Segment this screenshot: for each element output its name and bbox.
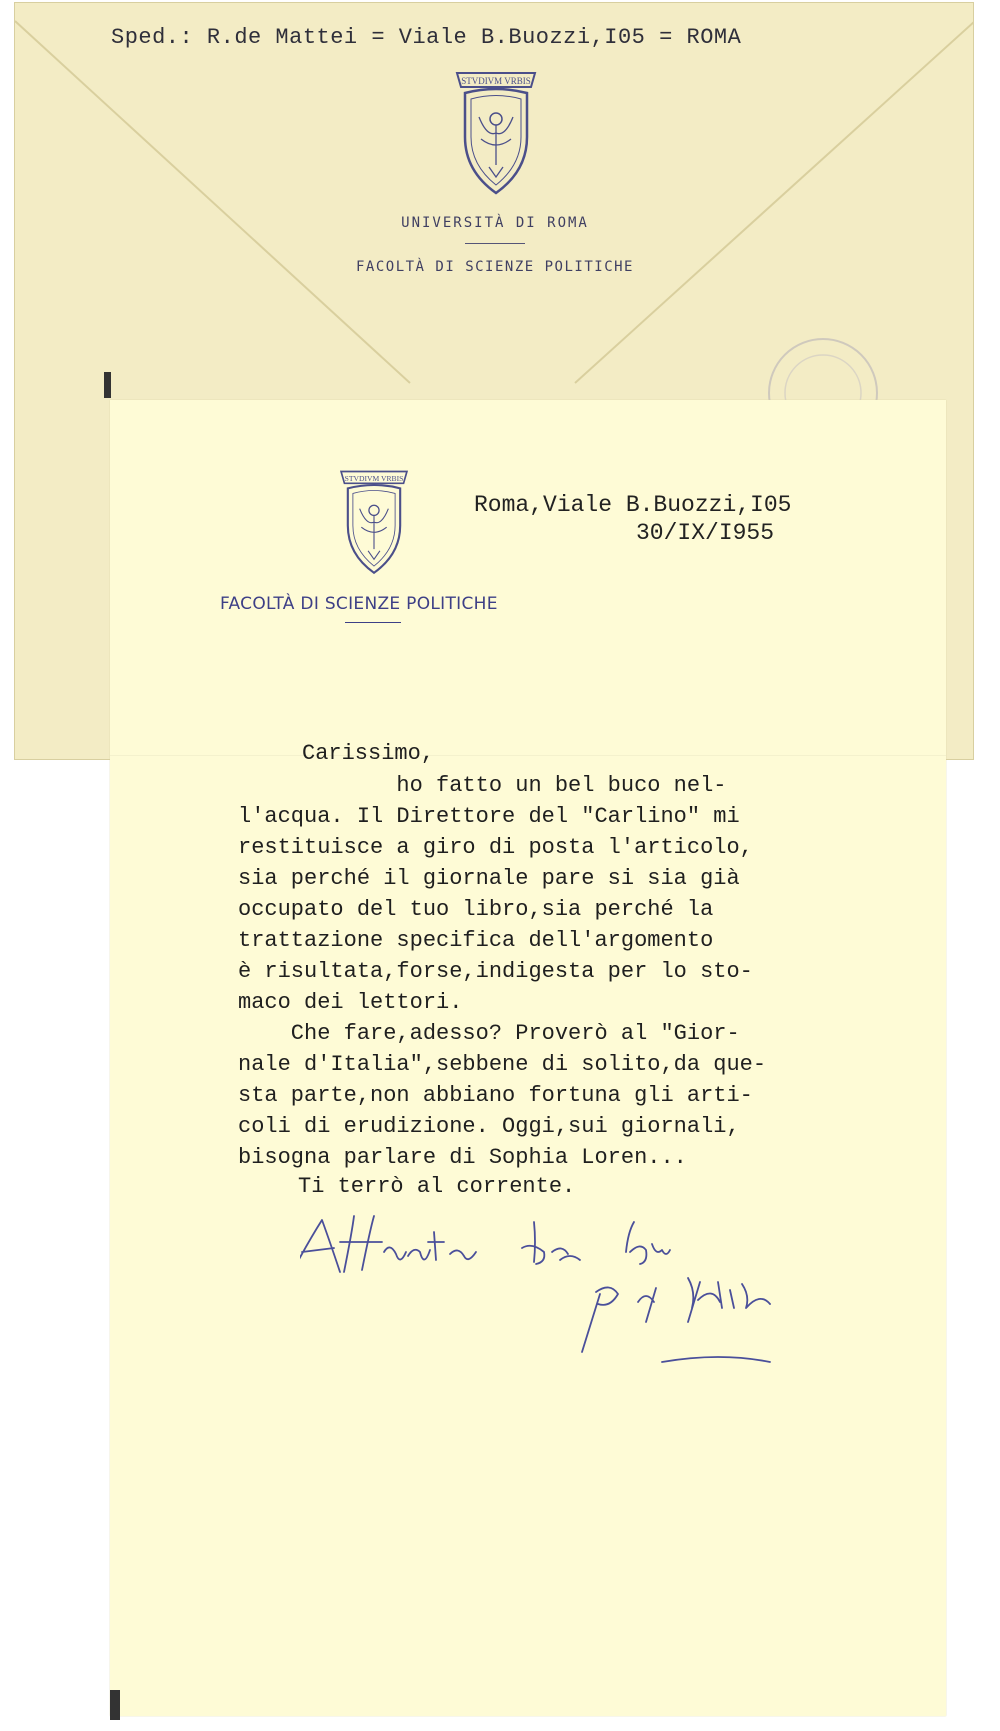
svg-text:STVDIVM VRBIS: STVDIVM VRBIS bbox=[344, 473, 404, 483]
letter-date: 30/IX/I955 bbox=[636, 520, 775, 546]
svg-text:STVDIVM VRBIS: STVDIVM VRBIS bbox=[461, 76, 531, 86]
university-emblem-icon bbox=[451, 67, 541, 201]
fold-line bbox=[110, 755, 946, 756]
divider bbox=[465, 243, 525, 244]
faculty-name: FACOLTÀ DI SCIENZE POLITICHE bbox=[355, 259, 634, 275]
letter-body: ho fatto un bel buco nel- l'acqua. Il Direttore del "Carlino" mi restituisce a giro di posta l'articolo, sia perché il giornale pare si sia già occupato del tuo libro,sia perché la trattazione specifica dell'argomento è risultata,forse,indigesta per lo sto- maco dei lettori. Che fare,adesso? Proverò al "Gior- nale d'Italia",sebbene di solito,da que- sta parte,non abbiano fortuna gli arti- coli di erudizione. Oggi,sui giornali, bisogna parlare di Sophia Loren... bbox=[238, 773, 767, 1170]
greeting: Carissimo, bbox=[302, 741, 435, 766]
edge-mark bbox=[110, 1690, 120, 1720]
letter-sheet bbox=[110, 400, 946, 1716]
letterhead-emblem-icon bbox=[336, 460, 412, 586]
university-name: UNIVERSITÀ DI ROMA bbox=[401, 215, 589, 231]
divider bbox=[345, 622, 401, 623]
sender-address: Roma,Viale B.Buozzi,I05 bbox=[474, 492, 792, 518]
closing-line: Ti terrò al corrente. bbox=[298, 1174, 576, 1199]
edge-mark bbox=[104, 372, 111, 398]
handwritten-signature bbox=[300, 1212, 780, 1382]
letterhead-faculty: FACOLTÀ DI SCIENZE POLITICHE bbox=[220, 594, 498, 614]
sender-line: Sped.: R.de Mattei = Viale B.Buozzi,I05 = ROMA bbox=[111, 25, 742, 50]
